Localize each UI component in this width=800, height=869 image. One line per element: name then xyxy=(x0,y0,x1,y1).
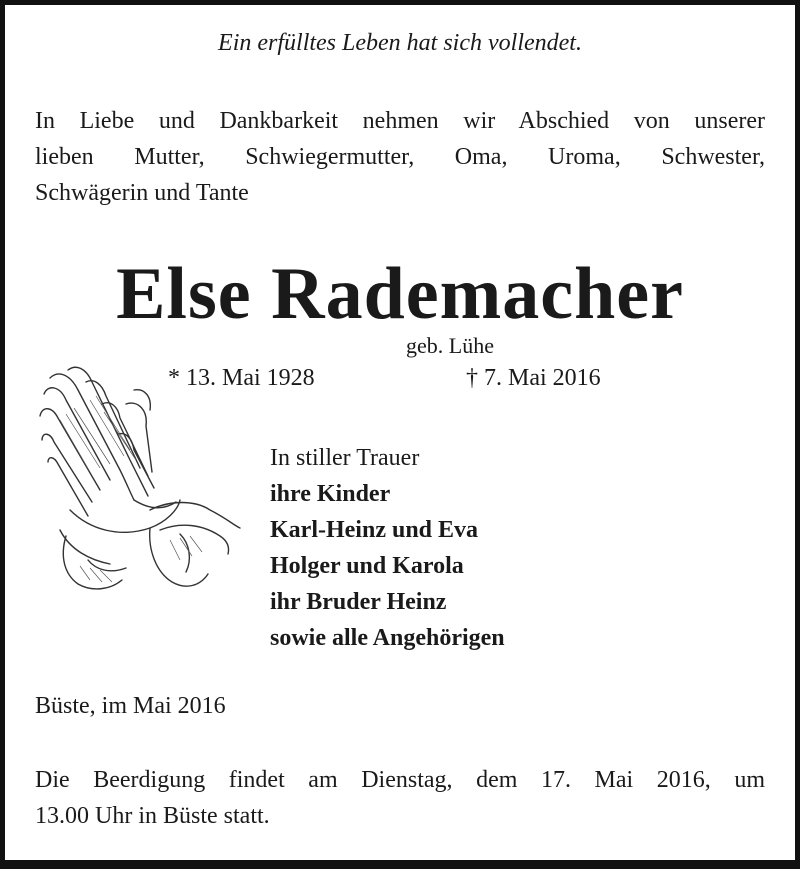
birth-name: geb. Lühe xyxy=(406,333,494,358)
mourner-line: ihre Kinder xyxy=(270,481,391,507)
intro-text xyxy=(35,103,765,211)
praying-hands-icon xyxy=(30,360,245,610)
intro-line: lieben Mutter, Schwiegermutter, Oma, Uroma, Schwester, xyxy=(35,144,765,170)
death-date: † 7. Mai 2016 xyxy=(466,365,601,391)
funeral-info xyxy=(35,762,765,834)
place-date: Büste, im Mai 2016 xyxy=(35,693,226,719)
mourner-line: ihr Bruder Heinz xyxy=(270,589,447,615)
mourners-block xyxy=(270,440,505,656)
intro-line: In Liebe und Dankbarkeit nehmen wir Abschied von unserer xyxy=(35,108,765,134)
mourner-line: Karl-Heinz und Eva xyxy=(270,517,479,543)
motto: Ein erfülltes Leben hat sich vollendet. xyxy=(218,30,582,56)
intro-line: Schwägerin und Tante xyxy=(35,180,249,206)
funeral-line: Die Beerdigung findet am Dienstag, dem 17. Mai 2016, um xyxy=(35,767,765,793)
mourner-line: Holger und Karola xyxy=(270,553,464,579)
mourners-heading: In stiller Trauer xyxy=(270,445,420,471)
birth-date: * 13. Mai 1928 xyxy=(168,365,315,391)
mourner-line: sowie alle Angehörigen xyxy=(270,625,505,651)
funeral-line: 13.00 Uhr in Büste statt. xyxy=(35,803,270,829)
deceased-name: Else Rademacher xyxy=(116,253,684,335)
